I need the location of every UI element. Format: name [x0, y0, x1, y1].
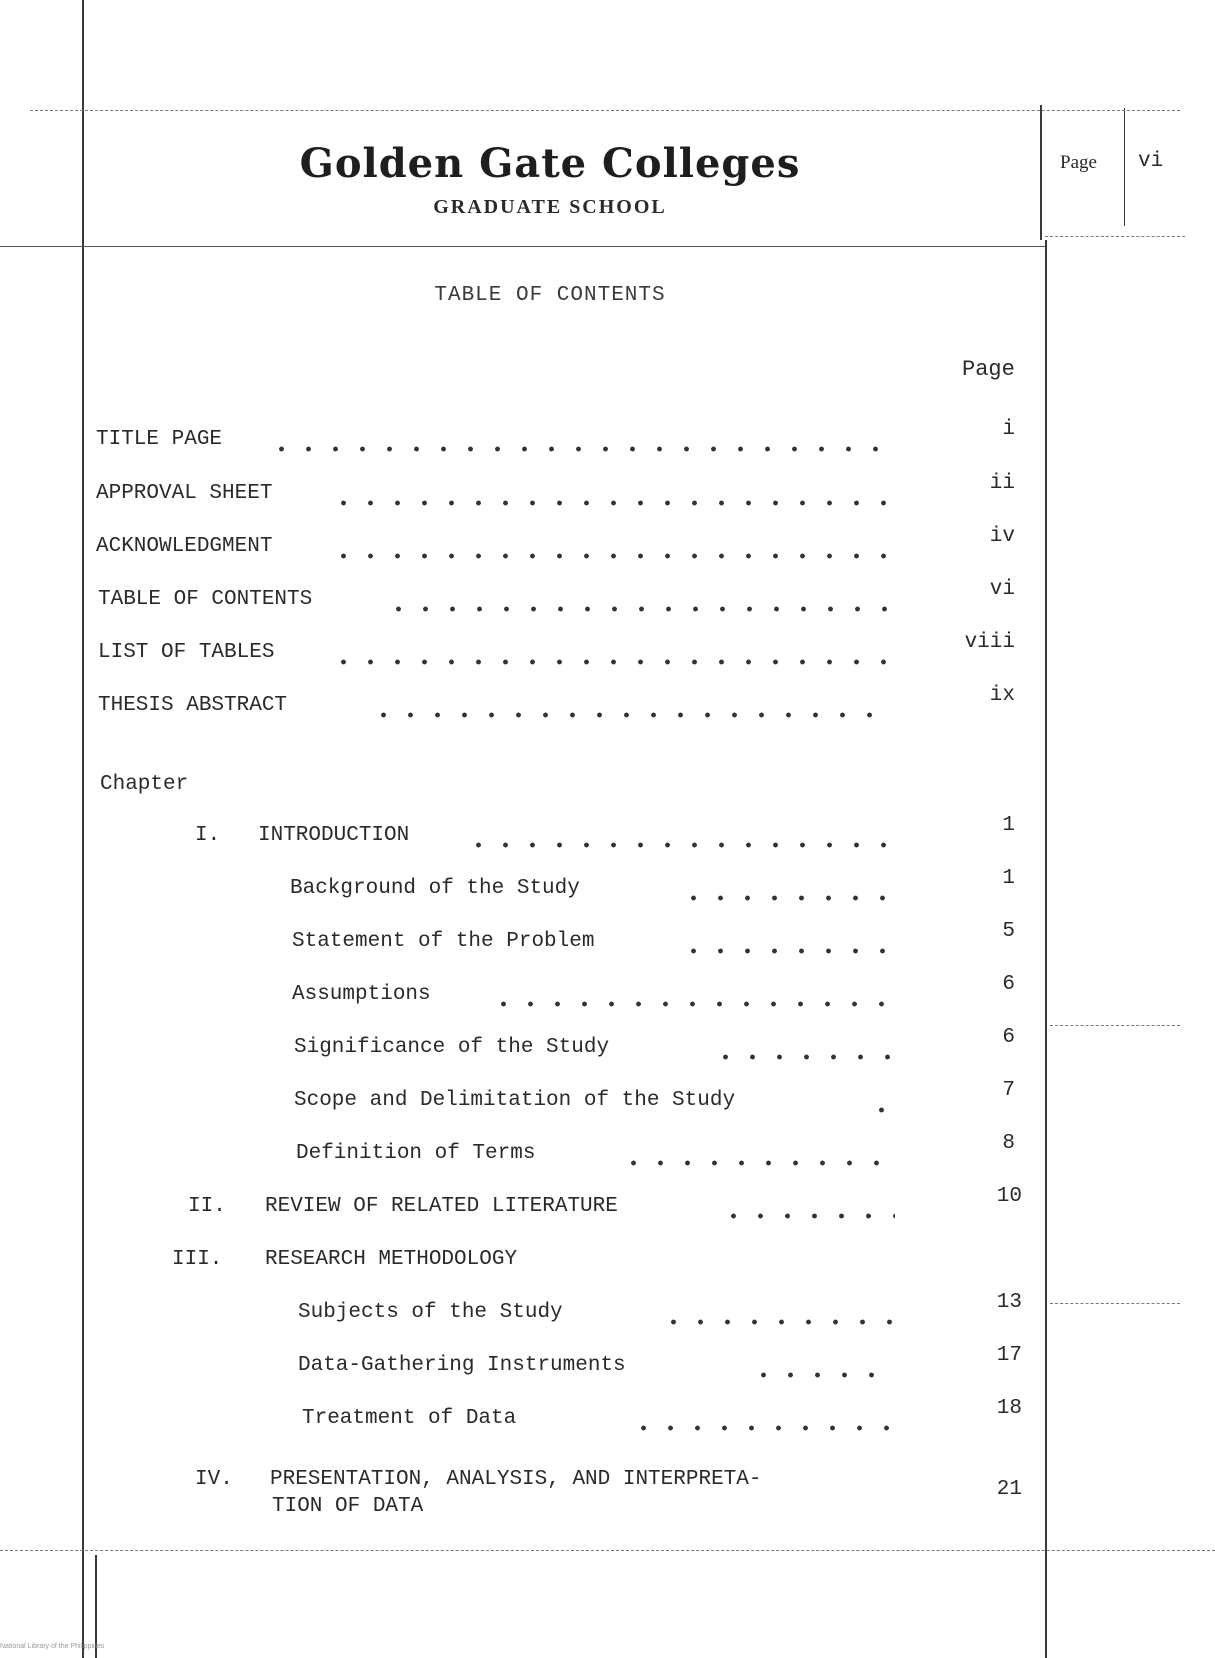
right-column-rule-2	[1050, 1303, 1180, 1305]
dot-leader	[680, 891, 890, 905]
toc-entry-label: TITLE PAGE	[96, 428, 223, 451]
toc-section-entry	[0, 1026, 1040, 1066]
dot-leader	[750, 1368, 895, 1382]
dot-leader	[680, 944, 890, 958]
page-column-header: Page	[962, 357, 1015, 382]
toc-entry-page: viii	[964, 631, 1015, 654]
dot-leader	[630, 1421, 895, 1435]
chapter-title: PRESENTATION, ANALYSIS, AND INTERPRETA-	[270, 1468, 762, 1491]
right-column-rule-1	[1050, 1025, 1180, 1027]
chapter-title-continuation: TION OF DATA	[272, 1495, 424, 1518]
toc-entry-page: ii	[989, 472, 1015, 495]
chapter-heading: Chapter	[100, 773, 189, 796]
dot-leader	[268, 442, 888, 456]
chapter-numeral: IV.	[195, 1468, 233, 1491]
toc-entry-page: 21	[996, 1478, 1022, 1501]
toc-entry	[0, 631, 1040, 671]
page-box-divider	[1124, 108, 1125, 226]
toc-entry	[0, 684, 1040, 724]
toc-section-entry	[0, 867, 1040, 907]
section-title: Treatment of Data	[302, 1407, 517, 1430]
section-title: Statement of the Problem	[292, 930, 595, 953]
toc-entry-page: vi	[989, 578, 1015, 601]
toc-entry-label: TABLE OF CONTENTS	[98, 588, 313, 611]
toc-chapter-entry	[0, 1185, 1040, 1225]
header-bottom-rule	[0, 246, 1045, 247]
toc-entry	[0, 418, 1040, 458]
section-title: Data-Gathering Instruments	[298, 1354, 626, 1377]
toc-section-entry	[0, 973, 1040, 1013]
header-right-rule	[1040, 105, 1042, 240]
toc-entry-page: 13	[996, 1291, 1022, 1314]
dot-leader	[660, 1315, 895, 1329]
chapter-title: RESEARCH METHODOLOGY	[265, 1248, 518, 1271]
school-name: GRADUATE SCHOOL	[433, 196, 667, 218]
toc-entry-label: LIST OF TABLES	[98, 641, 275, 664]
toc-section-entry	[0, 920, 1040, 960]
dot-leader	[720, 1209, 895, 1223]
toc-chapter-entry	[0, 1468, 1040, 1501]
dot-leader	[465, 838, 890, 852]
header-top-rule	[30, 110, 1180, 112]
section-title: Definition of Terms	[296, 1142, 536, 1165]
toc-entry-page: 5	[1002, 920, 1015, 943]
chapter-numeral: II.	[188, 1195, 226, 1218]
toc-entry	[0, 472, 1040, 512]
chapter-title: INTRODUCTION	[258, 824, 410, 847]
toc-heading: TABLE OF CONTENTS	[434, 284, 666, 307]
section-title: Significance of the Study	[294, 1036, 610, 1059]
dot-leader	[712, 1050, 892, 1064]
dot-leader	[330, 655, 890, 669]
page-label: Page	[1060, 152, 1097, 173]
toc-entry-page: 6	[1002, 973, 1015, 996]
toc-entry-label: THESIS ABSTRACT	[98, 694, 288, 717]
dot-leader	[330, 496, 890, 510]
toc-chapter-entry	[0, 814, 1040, 854]
section-title: Subjects of the Study	[298, 1301, 563, 1324]
dot-leader	[868, 1103, 895, 1117]
toc-entry-page: 6	[1002, 1026, 1015, 1049]
page-number: vi	[1138, 150, 1164, 173]
toc-entry	[0, 525, 1040, 565]
toc-chapter-entry	[0, 1248, 1040, 1278]
chapter-numeral: III.	[172, 1248, 223, 1271]
toc-entry	[0, 578, 1040, 618]
toc-section-entry	[0, 1344, 1040, 1384]
toc-entry-label: APPROVAL SHEET	[96, 482, 273, 505]
dot-leader	[385, 602, 890, 616]
toc-section-entry	[0, 1132, 1040, 1172]
toc-section-entry	[0, 1397, 1040, 1437]
toc-entry-page: 7	[1002, 1079, 1015, 1102]
toc-section-entry	[0, 1079, 1040, 1119]
section-title: Scope and Delimitation of the Study	[294, 1089, 736, 1112]
chapter-title: REVIEW OF RELATED LITERATURE	[265, 1195, 618, 1218]
toc-entry-page: 1	[1002, 814, 1015, 837]
toc-section-entry	[0, 1291, 1040, 1331]
right-margin-rule	[1045, 240, 1047, 1658]
dot-leader	[330, 549, 890, 563]
footer-rule	[0, 1550, 1215, 1552]
toc-entry-page: 10	[996, 1185, 1022, 1208]
toc-entry-page: 18	[996, 1397, 1022, 1420]
toc-entry-page: iv	[989, 525, 1015, 548]
toc-entry-page: 8	[1002, 1132, 1015, 1155]
dot-leader	[370, 708, 890, 722]
header-bottom-rule-right	[1045, 236, 1185, 238]
toc-entry-page: ix	[989, 684, 1015, 707]
section-title: Assumptions	[292, 983, 431, 1006]
toc-entry-page: 1	[1002, 867, 1015, 890]
dot-leader	[490, 997, 890, 1011]
toc-entry-page: i	[1002, 418, 1015, 441]
chapter-numeral: I.	[195, 824, 221, 847]
archive-footer-note: National Library of the Philippines	[0, 1643, 105, 1650]
dot-leader	[620, 1156, 892, 1170]
section-title: Background of the Study	[290, 877, 580, 900]
toc-entry-label: ACKNOWLEDGMENT	[96, 535, 273, 558]
college-name: Golden Gate Colleges	[299, 140, 801, 187]
toc-entry-page: 17	[996, 1344, 1022, 1367]
